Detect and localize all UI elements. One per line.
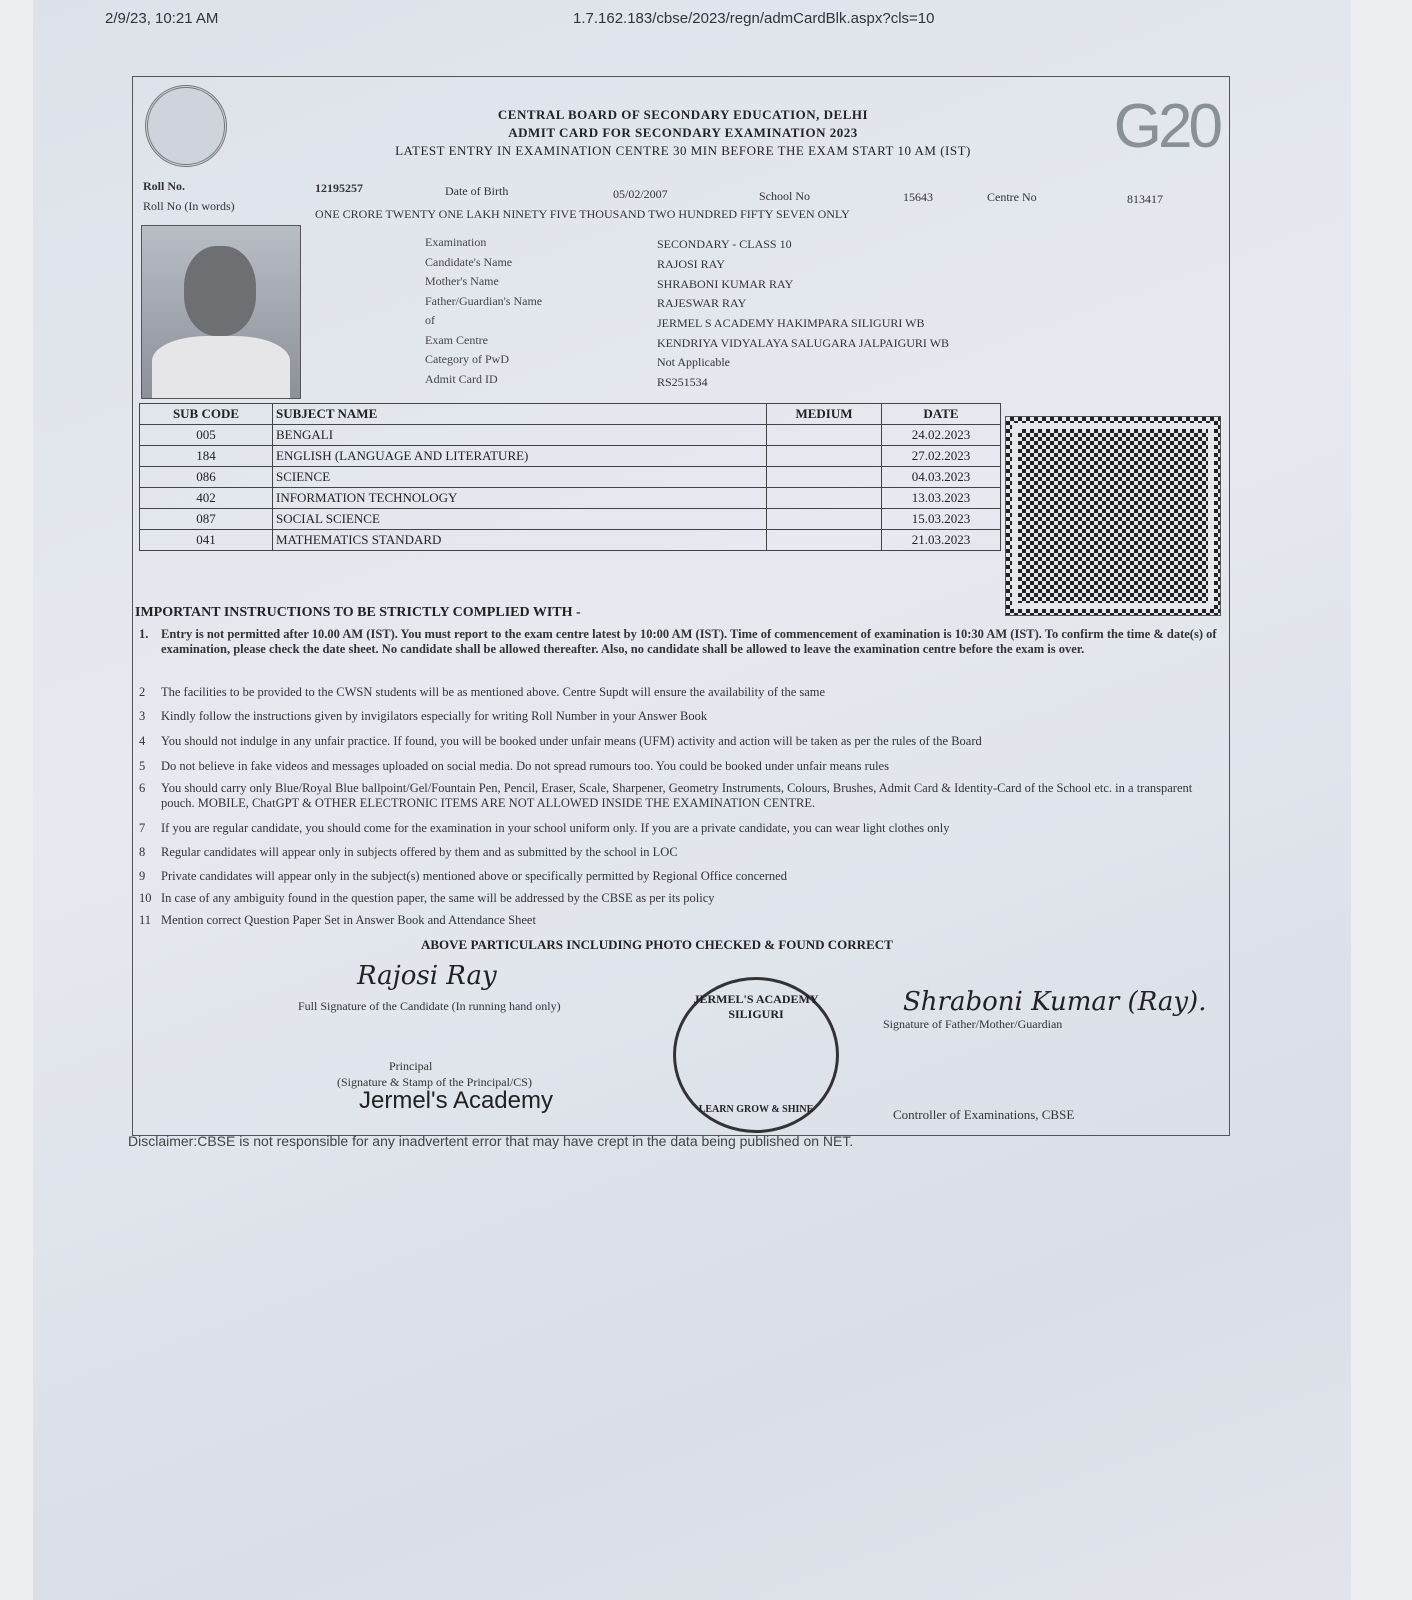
school-label: School No [759,189,810,203]
subject-name: SCIENCE [273,467,767,488]
exam-date: 24.02.2023 [882,425,1001,446]
school-no: 15643 [903,190,933,204]
entry-note: LATEST ENTRY IN EXAMINATION CENTRE 30 MIN BEFORE THE EXAM START 10 AM (IST) [395,143,971,158]
table-row [140,467,1001,488]
col-subject-name: SUBJECT NAME [273,404,767,425]
medium [767,467,882,488]
medium [767,425,882,446]
sub-code: 041 [140,530,273,551]
subject-name: MATHEMATICS STANDARD [273,530,767,551]
controller-label: Controller of Examinations, CBSE [893,1107,1075,1122]
table-header-row [140,404,1001,425]
instruction-item: 8 Regular candidates will appear only in subjects offered by them and as submitted by the school in LOC [139,845,678,859]
sub-code: 402 [140,488,273,509]
candidate-signature: Rajosi Ray [357,961,497,991]
detail-value: Not Applicable [657,355,730,369]
detail-label: Exam Centre [425,333,488,347]
parent-sig-label: Signature of Father/Mother/Guardian [883,1017,1063,1031]
detail-value: SHRABONI KUMAR RAY [657,277,794,291]
candidate-sig-label: Full Signature of the Candidate (In running hand only) [298,999,561,1013]
detail-value: KENDRIYA VIDYALAYA SALUGARA JALPAIGURI WB [657,336,950,350]
col-date: DATE [882,404,1001,425]
instruction-item: 6 You should carry only Blue/Royal Blue ballpoint/Gel/Fountain Pen, Pencil, Eraser, Scale, Sharpener, Geometry Instruments, Colours, Brushes, Admit Card & Identity-Card of the School etc. in a transparent pouch. MOBILE, ChatGPT & OTHER ELECTRONIC ITEMS ARE NOT ALLOWED INSIDE THE EXAMINATION CENTRE. [139,781,1193,810]
detail-value: RAJOSI RAY [657,257,725,271]
instruction-item: 2 The facilities to be provided to the CWSN students will be as mentioned above. Centre Supdt will ensure the availability of the same [139,685,826,699]
medium [767,446,882,467]
medium [767,488,882,509]
instruction-item: 7 If you are regular candidate, you should come for the examination in your school uniform only. If you are a private candidate, you can wear light clothes only [139,821,950,835]
sub-code: 086 [140,467,273,488]
instruction-item: 5 Do not believe in fake videos and messages uploaded on social media. Do not spread rumours too. You could be booked under unfair means rules [139,759,889,773]
detail-value: SECONDARY - CLASS 10 [657,237,792,251]
table-row [140,446,1001,467]
cbse-logo-icon [145,85,227,167]
candidate-photo [141,225,301,399]
checked-note: ABOVE PARTICULARS INCLUDING PHOTO CHECKED & FOUND CORRECT [421,937,893,952]
detail-label: Mother's Name [425,274,499,288]
detail-value: RAJESWAR RAY [657,296,747,310]
subject-name: ENGLISH (LANGUAGE AND LITERATURE) [273,446,767,467]
detail-value: RS251534 [657,375,708,389]
table-row [140,488,1001,509]
roll-label: Roll No. [143,179,185,193]
school-name-stamp: Jermel's Academy [359,1087,553,1114]
dob: 05/02/2007 [613,187,668,201]
principal-label: Principal [389,1059,433,1073]
instruction-item: 3 Kindly follow the instructions given by invigilators especially for writing Roll Number in your Answer Book [139,709,708,723]
medium [767,530,882,551]
col-sub-code: SUB CODE [140,404,273,425]
subject-name: BENGALI [273,425,767,446]
disclaimer: Disclaimer:CBSE is not responsible for any inadvertent error that may have crept in the data being published on NET. [128,1133,854,1149]
exam-date: 15.03.2023 [882,509,1001,530]
detail-label: of [425,313,435,327]
sub-code: 005 [140,425,273,446]
instruction-item: 4 You should not indulge in any unfair practice. If found, you will be booked under unfair means (UFM) activity and action will be taken as per the rules of the Board [139,734,982,748]
dob-label: Date of Birth [445,184,509,198]
instruction-item: 11 Mention correct Question Paper Set in Answer Book and Attendance Sheet [139,913,536,927]
print-timestamp: 2/9/23, 10:21 AM [105,10,219,27]
instruction-item: 9 Private candidates will appear only in the subject(s) mentioned above or specifically permitted by Regional Office concerned [139,869,787,883]
subject-name: INFORMATION TECHNOLOGY [273,488,767,509]
detail-label: Candidate's Name [425,255,513,269]
board-title: CENTRAL BOARD OF SECONDARY EDUCATION, DELHI [497,107,869,122]
detail-label: Category of PwD [425,352,509,366]
roll-words-label: Roll No (In words) [143,199,235,213]
parent-signature: Shraboni Kumar (Ray). [903,987,1207,1017]
detail-label: Admit Card ID [425,372,498,386]
subject-name: SOCIAL SCIENCE [273,509,767,530]
school-seal-stamp: JERMEL'S ACADEMY SILIGURI LEARN GROW & SHINE [673,977,839,1133]
table-row [140,425,1001,446]
centre-label: Centre No [987,190,1037,204]
qr-code-icon [1005,416,1221,616]
table-row [140,509,1001,530]
admit-card [132,76,1230,1136]
centre-no: 813417 [1127,192,1163,206]
detail-label: Examination [425,235,487,249]
exam-date: 04.03.2023 [882,467,1001,488]
sub-code: 184 [140,446,273,467]
sub-code: 087 [140,509,273,530]
roll-words: ONE CRORE TWENTY ONE LAKH NINETY FIVE THOUSAND TWO HUNDRED FIFTY SEVEN ONLY [315,207,850,221]
exam-date: 13.03.2023 [882,488,1001,509]
principal-sub-label: (Signature & Stamp of the Principal/CS) [337,1075,532,1089]
roll-number: 12195257 [315,181,363,195]
print-url: 1.7.162.183/cbse/2023/regn/admCardBlk.aspx?cls=10 [573,10,935,27]
card-title: ADMIT CARD FOR SECONDARY EXAMINATION 2023 [508,125,858,140]
g20-logo-icon: G20 [1113,92,1219,161]
medium [767,509,882,530]
instruction-item: 10 In case of any ambiguity found in the question paper, the same will be addressed by the CBSE as per its policy [139,891,715,905]
exam-date: 21.03.2023 [882,530,1001,551]
exam-date: 27.02.2023 [882,446,1001,467]
instructions-title: IMPORTANT INSTRUCTIONS TO BE STRICTLY COMPLIED WITH - [135,605,581,620]
instruction-item: 1. Entry is not permitted after 10.00 AM (IST). You must report to the exam centre latest by 10:00 AM (IST). Time of commencement of examination is 10:30 AM (IST). To confirm the time & date(s) of examination, please check the date sheet. No candidate shall be allowed thereafter. Also, no candidate shall be allowed to leave the examination centre before the exam is over. [139,627,1217,656]
col-medium: MEDIUM [767,404,882,425]
subjects-table [139,403,1001,551]
table-row [140,530,1001,551]
detail-value: JERMEL S ACADEMY HAKIMPARA SILIGURI WB [657,316,925,330]
detail-label: Father/Guardian's Name [425,294,543,308]
